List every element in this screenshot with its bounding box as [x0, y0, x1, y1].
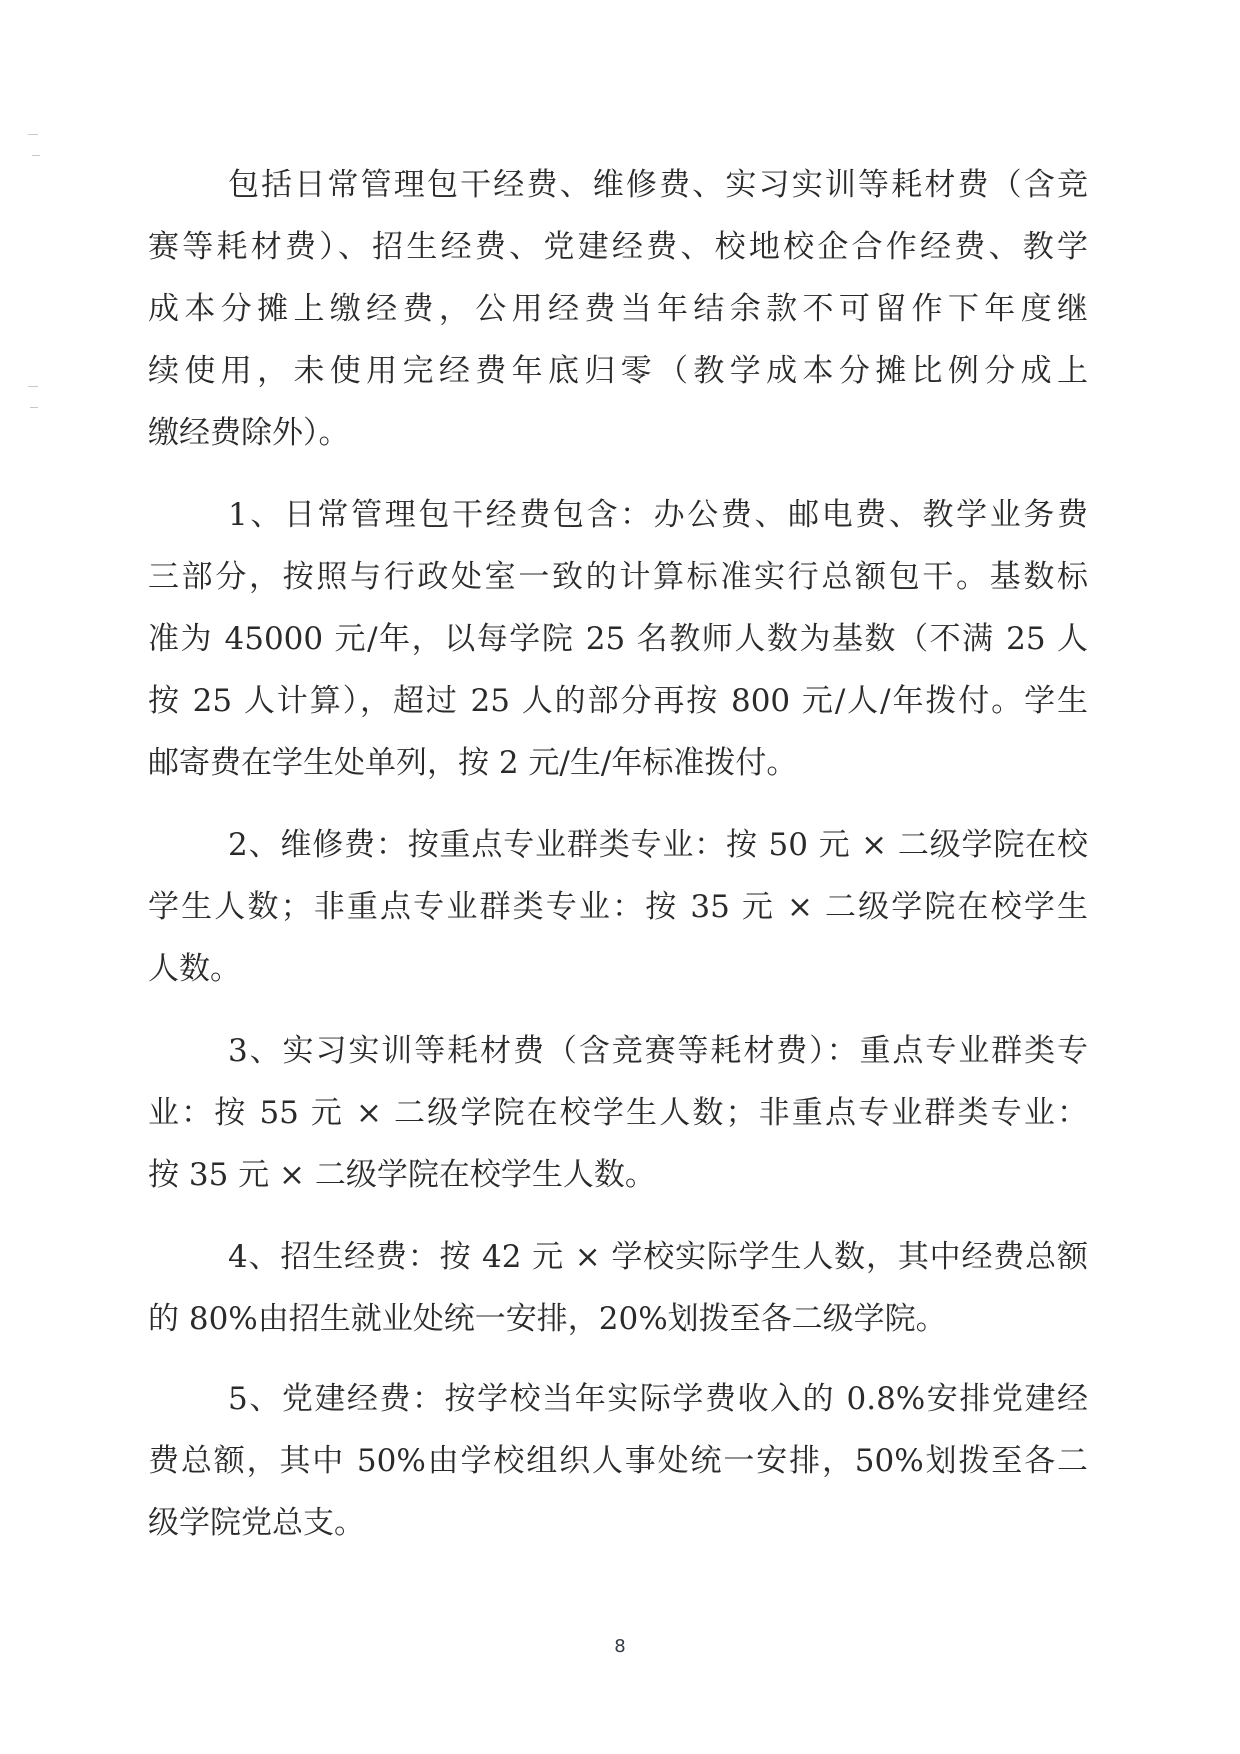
paragraph-intro-line-1: 包括日常管理包干经费、维修费、实习实训等耗材费（含竞 [228, 167, 1088, 203]
item-5-line-1: 5、党建经费：按学校当年实际学费收入的 0.8%安排党建经 [228, 1381, 1088, 1417]
item-1-line-5: 邮寄费在学生处单列，按 2 元/生/年标准拨付。 [148, 745, 798, 781]
paragraph-intro-line-5: 缴经费除外）。 [148, 415, 350, 451]
item-2-line-2: 学生人数；非重点专业群类专业：按 35 元 × 二级学院在校学生 [148, 889, 1088, 925]
item-4-line-1: 4、招生经费：按 42 元 × 学校实际学生人数，其中经费总额 [228, 1239, 1088, 1275]
item-5-line-2: 费总额，其中 50%由学校组织人事处统一安排，50%划拨至各二 [148, 1443, 1088, 1479]
page-number: 8 [614, 1636, 626, 1657]
item-1-line-4: 按 25 人计算），超过 25 人的部分再按 800 元/人/年拨付。学生 [148, 683, 1088, 719]
item-4-line-2: 的 80%由招生就业处统一安排，20%划拨至各二级学院。 [148, 1301, 947, 1337]
item-3-line-1: 3、实习实训等耗材费（含竞赛等耗材费）：重点专业群类专 [228, 1033, 1088, 1069]
scan-mark [28, 134, 38, 135]
item-2-line-3: 人数。 [148, 951, 241, 987]
scan-mark [30, 407, 38, 408]
paragraph-intro-line-2: 赛等耗材费）、招生经费、党建经费、校地校企合作经费、教学 [148, 229, 1088, 265]
item-1-line-3: 准为 45000 元/年，以每学院 25 名教师人数为基数（不满 25 人 [148, 621, 1088, 657]
item-1-line-2: 三部分，按照与行政处室一致的计算标准实行总额包干。基数标 [148, 559, 1088, 595]
item-1-line-1: 1、日常管理包干经费包含：办公费、邮电费、教学业务费 [228, 497, 1088, 533]
paragraph-intro-line-4: 续使用，未使用完经费年底归零（教学成本分摊比例分成上 [148, 353, 1088, 389]
scan-mark [28, 386, 38, 387]
scan-mark [32, 155, 40, 156]
item-3-line-2: 业：按 55 元 × 二级学院在校学生人数；非重点专业群类专业： [148, 1095, 1088, 1131]
item-2-line-1: 2、维修费：按重点专业群类专业：按 50 元 × 二级学院在校 [228, 827, 1088, 863]
item-5-line-3: 级学院党总支。 [148, 1505, 365, 1541]
item-3-line-3: 按 35 元 × 二级学院在校学生人数。 [148, 1157, 656, 1193]
paragraph-intro-line-3: 成本分摊上缴经费，公用经费当年结余款不可留作下年度继 [148, 291, 1088, 327]
